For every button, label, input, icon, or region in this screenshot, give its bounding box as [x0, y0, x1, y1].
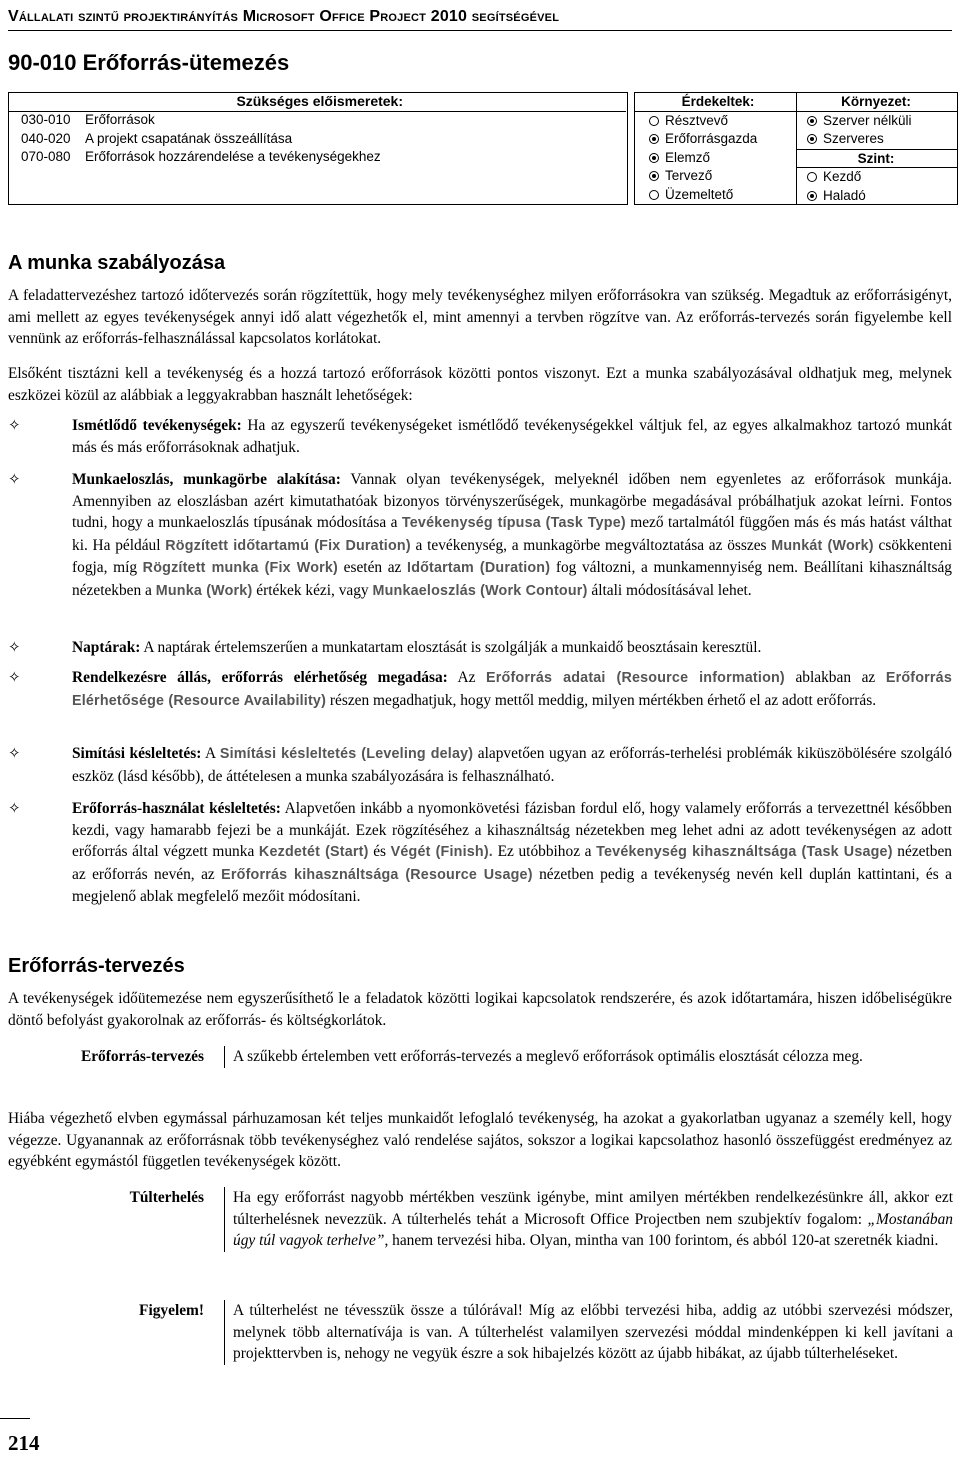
item-text: nézetben pedig a tevékenység nevén kell duplán kattintani, és a megjelenő ablak megfelelő mezőit módosítani. [72, 865, 952, 905]
radio-selected-icon [807, 134, 817, 144]
checkmark-bullet-icon: ✧ [8, 744, 21, 762]
item-text: Ha az egyszerű tevékenységeket ismétlődő tevékenységekkel váltjuk fel, az egyes alkalmakhoz tartozó munkát más és más erőforrásoknak adhatjuk. [72, 417, 952, 456]
radio-selected-icon [649, 153, 659, 163]
prerequisites-heading: Szükséges előismeretek: [236, 93, 403, 109]
prereq-heading-rule [8, 92, 626, 93]
prerequisite-label: Erőforrások [85, 112, 155, 127]
definition-term: Túlterhelés [129, 1189, 204, 1206]
radio-empty-icon [807, 172, 817, 182]
audience-box [634, 92, 958, 205]
option-label: Szerver nélküli [823, 112, 912, 128]
item-text: ablakban az [784, 669, 886, 686]
item-text: Alapvetően inkább a nyomonkövetési fázisban fordul elő, hogy valamely erőforrás a tervezettnél későbben kezdi, vagy hamarabb fejezi be a munkáját. Ezek rögzítéséhez a kihasználtság nézetekben meg lehet adni az adott tevékenységen az adott erőforrás által végzett munka [72, 800, 952, 860]
list-item [8, 743, 952, 787]
prerequisite-code: 040-020 [21, 130, 71, 146]
definition-term: Figyelem! [139, 1302, 204, 1319]
definition-text: A szűkebb értelemben vett erőforrás-tervezés a meglevő erőforrások optimális elosztását célozza meg. [224, 1046, 953, 1068]
radio-selected-icon [807, 116, 817, 126]
page-number: 214 [8, 1431, 40, 1455]
paragraph: Elsőként tisztázni kell a tevékenység és a hozzá tartozó erőforrások közötti pontos viszonyt. Ezt a munka szabályozásával oldhatjuk meg, melynek eszközei közül az alábbiak a leggyakrabban használt lehetőségek: [8, 365, 952, 404]
list-item [8, 415, 952, 458]
environment-heading: Környezet: [841, 94, 911, 109]
chapter-title: 90-010 Erőforrás-ütemezés [8, 50, 290, 75]
level-option [801, 187, 951, 206]
ui-reference: Munkaeloszlás (Work Contour) [372, 582, 588, 599]
item-term: Erőforrás-használat késleltetés: [72, 800, 281, 817]
prerequisite-code: 030-010 [21, 112, 71, 127]
item-text: a tevékenység, a munkagörbe megváltoztatása az összes [410, 536, 772, 554]
definition-text-part: , hanem tervezési hiba. Olyan, mintha van 100 forintom, és abból 120-at szeretnék kiadni. [384, 1232, 939, 1249]
quoted-phrase: „Mostanában úgy túl vagyok terhelve” [233, 1210, 953, 1249]
list-item-text [72, 469, 952, 602]
audience-heading: Érdekeltek: [681, 94, 755, 109]
ui-reference: Tevékenység kihasználtsága (Task Usage) [596, 844, 893, 860]
definition-term: Erőforrás-tervezés [80, 1048, 204, 1065]
definition-box [8, 1187, 952, 1285]
option-label: Tervező [665, 168, 713, 183]
option-label: Szerveres [823, 131, 884, 146]
audience-option [643, 149, 793, 168]
ui-reference: Rögzített munka (Fix Work) [142, 560, 339, 576]
audience-column [643, 93, 793, 204]
ui-reference: Tevékenység típusa (Task Type) [401, 515, 626, 531]
item-text: és [368, 843, 391, 860]
item-text: részen megadhatjuk, hogy mettől meddig, milyen mértékben érhető el az adott erőforrás. [326, 691, 877, 709]
prerequisites-box [8, 92, 628, 205]
list-item-text [72, 637, 952, 659]
header-rule [8, 30, 952, 31]
option-label: Üzemeltető [665, 186, 734, 202]
ui-reference: Végét (Finish). [390, 844, 493, 860]
item-text: esetén az [338, 559, 408, 576]
audience-option [643, 112, 793, 131]
audience-option [643, 130, 793, 149]
ui-reference: Időtartam (Duration) [407, 560, 551, 576]
paragraph: A feladattervezéshez tartozó időtervezés során rögzítettük, hogy mely tevékenységhez milyen erőforrásokra van szükség. Megadtuk az erőforrásigényt, ami mellett az egyes tevékenységek annyi idő alatt végezhetők el, mint amennyi a tervben rögzítve van. Az erőforrás-tervezés során figyelembe kell vennünk az erőforrás-felhasználással kapcsolatos korlátokat. [8, 287, 952, 347]
level-heading: Szint: [857, 150, 895, 166]
list-item-text [72, 415, 952, 458]
section-title: Erőforrás-tervezés [8, 955, 185, 977]
ui-reference: Rögzített időtartamú (Fix Duration) [165, 537, 411, 554]
prerequisites-list [21, 111, 381, 167]
item-term: Naptárak: [72, 639, 141, 656]
item-text: értékek kézi, vagy [252, 581, 373, 599]
radio-empty-icon [649, 190, 659, 200]
audience-option [643, 186, 793, 205]
item-text: csökkenteni fogja, míg [72, 536, 953, 576]
running-header: Vállalati szintű projektirányítás Microsoft Office Project 2010 segítségével [8, 8, 560, 25]
prerequisite-item [21, 111, 381, 130]
list-item-text [72, 667, 952, 712]
paragraph: Hiába végezhető elvben egymással párhuzamosan két teljes munkaidőt lefoglaló tevékenység, ha azokat a gyakorlatban ugyanaz a személy kell, hogy végezze. Ugyanannak az erőforrásnak több tevékenységhez való rendelése sajátos, sokszor a logikai kapcsolathoz hasonló összefüggést eredményez az egyébként egymástól független tevékenységek között. [8, 1110, 952, 1170]
definition-text [224, 1187, 953, 1252]
option-label: Résztvevő [665, 112, 729, 128]
checkmark-bullet-icon: ✧ [8, 638, 21, 656]
item-text: A naptárak értelemszerűen a munkatartam elosztását is szolgálják a munkaidő beosztásain keresztül. [140, 639, 762, 656]
ui-reference: Erőforrás kihasználtsága (Resource Usage) [221, 866, 533, 883]
radio-selected-icon [649, 134, 659, 144]
item-text: Ez utóbbihoz a [492, 843, 597, 860]
prerequisite-item [21, 130, 381, 149]
ui-reference: Simítási késleltetés (Leveling delay) [219, 746, 474, 762]
section-title: A munka szabályozása [8, 252, 226, 274]
ui-reference: Munka (Work) [155, 582, 253, 599]
option-label: Haladó [823, 187, 866, 203]
item-text: Vannak olyan tevékenységek, melyeknél időben nem egyenletes az erőforrások munkája. Amennyiben az eloszlásban azért kimutathatóak bizonyos törvényszerűségek, munkagörbe megadásával próbálhatjuk azokat leírni. Fontos tudni, hogy a munkaeloszlás típusának módosítása a [72, 471, 952, 531]
checkmark-bullet-icon: ✧ [8, 416, 21, 434]
list-item [8, 469, 953, 602]
environment-option [801, 130, 951, 149]
footer-rule [0, 1418, 30, 1419]
radio-selected-icon [807, 191, 817, 201]
level-option [801, 168, 951, 187]
list-item [8, 637, 952, 659]
prerequisite-item [21, 148, 381, 167]
prerequisite-label: A projekt csapatának összeállítása [85, 130, 293, 146]
item-term: Rendelkezésre állás, erőforrás elérhetőség megadása: [72, 669, 448, 686]
list-item-text [72, 798, 952, 908]
ui-reference: Erőforrás Elérhetősége (Resource Availability) [72, 670, 952, 709]
prerequisite-code: 070-080 [21, 149, 71, 164]
prerequisite-label: Erőforrások hozzárendelése a tevékenységekhez [85, 149, 381, 164]
checkmark-bullet-icon: ✧ [8, 470, 21, 488]
definition-text: A túlterhelést ne tévesszük össze a túlórával! Míg az előbbi tervezési hiba, addig az utóbbi szervezési módszer, melynek több alternatívája is van. A túlterhelést valamilyen szervezési móddal mindenképpen ki kell javítani a projekttervben is, nehogy ne vegyük észre a sok hibajelzés között az újabb hibákat, az újabb túlterheléseket. [224, 1300, 953, 1365]
list-item [8, 667, 952, 712]
checkmark-bullet-icon: ✧ [8, 799, 21, 817]
item-text: A [201, 745, 220, 762]
list-item-text [72, 743, 952, 787]
option-label: Kezdő [823, 169, 862, 184]
definition-box [8, 1300, 952, 1398]
ui-reference: Munkát (Work) [771, 537, 874, 554]
ui-reference: Erőforrás adatai (Resource information) [486, 670, 785, 686]
audience-heading-rule [634, 111, 956, 112]
environment-option [801, 112, 951, 131]
option-label: Elemző [665, 149, 711, 165]
item-text: alapvetően ugyan az erőforrás-terhelési problémák kiküszöbölésére szolgáló eszköz (lásd később), de áttételesen a munka szabályozására is felhasználható. [72, 745, 952, 785]
option-label: Erőforrásgazda [665, 131, 758, 146]
audience-option [643, 167, 793, 186]
heading-rule [797, 149, 957, 150]
radio-empty-icon [649, 116, 659, 126]
list-item [8, 798, 952, 908]
item-term: Ismétlődő tevékenységek: [72, 417, 242, 434]
definition-box [8, 1046, 952, 1092]
item-term: Simítási késleltetés: [72, 745, 202, 762]
item-term: Munkaeloszlás, munkagörbe alakítása: [72, 471, 341, 488]
heading-rule [797, 167, 957, 168]
prereq-heading-rule [8, 111, 626, 112]
paragraph: A tevékenységek időütemezése nem egyszerűsíthető le a feladatok közötti logikai kapcsolatok rendszerére, és azok időtartamára, hiszen időbeliségükre döntő befolyást gyakorolnak az erőforrás- és költségkorlátok. [8, 990, 952, 1029]
item-text: általi módosításával lehet. [587, 581, 752, 599]
checkmark-bullet-icon: ✧ [8, 668, 21, 686]
definition-text-part: Ha egy erőforrást nagyobb mértékben veszünk igénybe, mint amilyen mértékben rendelkezésünkre áll, akkor ezt túlterhelésnek nevezzük. A túlterhelés tehát a Microsoft Office Projectben nem szubjektív fogalom: [233, 1189, 953, 1228]
item-text: mező tartalmától függően más és más hatást válthat ki. Ha például [72, 514, 952, 554]
radio-selected-icon [649, 171, 659, 181]
item-text: Az [447, 669, 487, 686]
item-text: nézetben az erőforrás nevén, az [72, 843, 952, 883]
item-text: fog változni, a munkamennyiség nem. Beállítani kihasználtság nézetekben a [72, 559, 953, 599]
ui-reference: Kezdetét (Start) [258, 844, 369, 860]
